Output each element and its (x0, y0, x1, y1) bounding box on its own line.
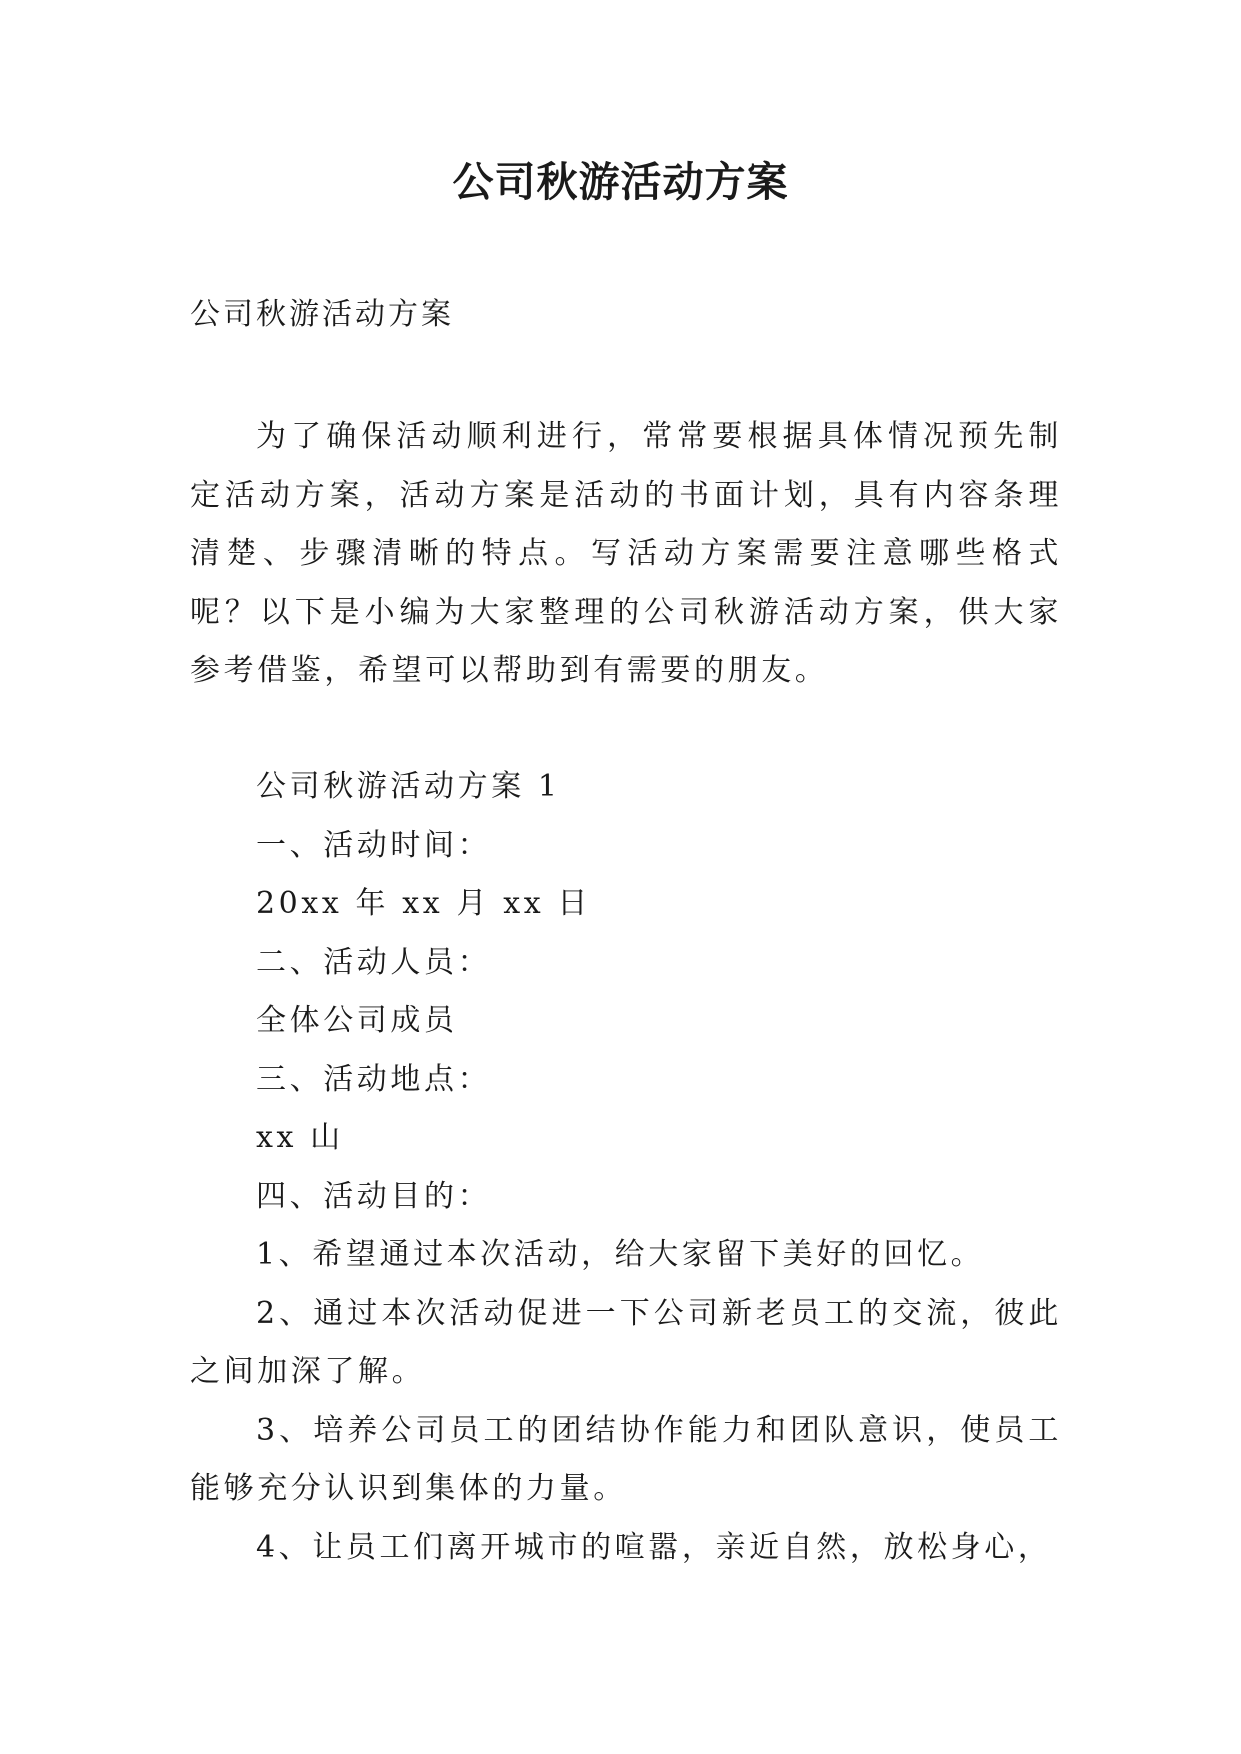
intro-paragraph: 为了确保活动顺利进行，常常要根据具体情况预先制定活动方案，活动方案是活动的书面计划，具有内容条理清楚、步骤清晰的特点。写活动方案需要注意哪些格式呢？以下是小编为大家整理的公司秋游活动方案，供大家参考借鉴，希望可以帮助到有需要的朋友。 (190, 419, 1062, 688)
item-heading-people: 二、活动人员： (256, 944, 492, 980)
item-value-people: 全体公司成员 (256, 1003, 458, 1038)
item-heading-time: 一、活动时间： (256, 827, 492, 863)
document-body (190, 758, 1062, 1577)
purpose-item-1: 1、希望通过本次活动，给大家留下美好的回忆。 (256, 1237, 985, 1272)
section-heading: 公司秋游活动方案 1 (256, 769, 561, 804)
item-heading-location: 三、活动地点： (256, 1061, 492, 1097)
document-title: 公司秋游活动方案 (452, 158, 789, 206)
item-heading-purpose: 四、活动目的： (256, 1178, 492, 1214)
purpose-item-4: 4、让员工们离开城市的喧嚣，亲近自然，放松身心， (256, 1529, 1052, 1565)
purpose-item-2: 2、通过本次活动促进一下公司新老员工的交流，彼此之间加深了解。 (190, 1295, 1062, 1389)
item-value-location: xx 山 (256, 1120, 344, 1155)
purpose-item-3: 3、培养公司员工的团结协作能力和团队意识，使员工能够充分认识到集体的力量。 (190, 1412, 1062, 1506)
document-subtitle: 公司秋游活动方案 (190, 297, 454, 332)
item-value-time: 20xx 年 xx 月 xx 日 (256, 886, 591, 921)
